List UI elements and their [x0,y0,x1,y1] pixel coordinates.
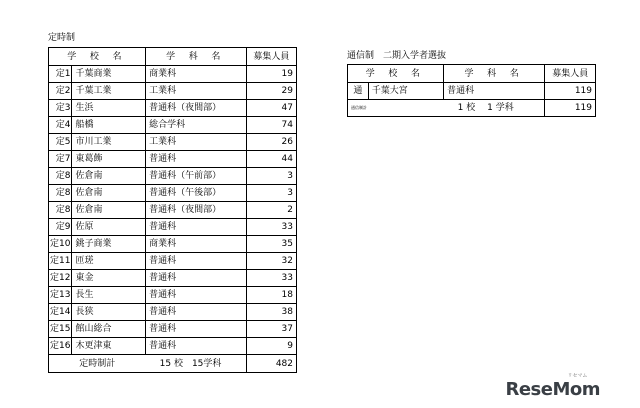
correspondence-table [347,64,596,117]
table-row [49,270,297,287]
row-number: 定2 [49,83,72,100]
department: 総合学科 [146,117,247,134]
school-name: 佐原 [72,219,146,236]
school-name: 長狭 [72,304,146,321]
table-row [49,321,297,338]
table-row [49,202,297,219]
table-row [49,151,297,168]
total-label: 通信制計 [348,100,444,117]
school-name: 銚子商業 [72,236,146,253]
row-number: 定15 [49,321,72,338]
total-quota: 482 [246,355,296,373]
part-time-table [48,47,297,373]
row-number: 定14 [49,304,72,321]
school-name: 東金 [72,270,146,287]
header-dept: 学 科 名 [146,48,247,66]
table-row [49,185,297,202]
row-number: 定3 [49,100,72,117]
quota-value: 19 [246,66,296,83]
table-row [49,253,297,270]
quota-value: 29 [246,83,296,100]
school-name: 市川工業 [72,134,146,151]
total-label: 定時制計 [49,355,146,373]
row-number: 定4 [49,117,72,134]
header-school: 学 校 名 [348,65,444,83]
header-dept: 学 科 名 [444,65,545,83]
department: 普通科 [444,83,545,100]
row-number: 定7 [49,151,72,168]
correspondence-title: 通信制 二期入学者選抜 [347,51,447,61]
row-number: 定12 [49,270,72,287]
table-row [49,338,297,355]
total-row [49,355,297,373]
row-number: 定8 [49,202,72,219]
department: 普通科（夜間部） [146,100,247,117]
quota-value: 33 [246,270,296,287]
school-name: 木更津東 [72,338,146,355]
quota-value: 32 [246,253,296,270]
quota-value: 33 [246,219,296,236]
quota-value: 35 [246,236,296,253]
school-name: 匝瑳 [72,253,146,270]
table-row [49,168,297,185]
row-number: 定5 [49,134,72,151]
table-row [49,219,297,236]
row-number: 定8 [49,168,72,185]
table-row [49,236,297,253]
department: 普通科（午前部） [146,168,247,185]
table-row [49,117,297,134]
department: 普通科（午後部） [146,185,247,202]
row-number: 定9 [49,219,72,236]
resemom-logo: ReseMom リセマム [505,373,600,400]
department: 普通科 [146,219,247,236]
quota-value: 37 [246,321,296,338]
school-name: 佐倉南 [72,202,146,219]
part-time-title: 定時制 [48,33,76,43]
header-quota: 募集人員 [246,48,296,66]
school-name: 館山総合 [72,321,146,338]
department: 普通科 [146,287,247,304]
table-row [49,100,297,117]
department: 普通科（夜間部） [146,202,247,219]
table-row [348,83,596,100]
department: 普通科 [146,253,247,270]
school-name: 千葉工業 [72,83,146,100]
row-number: 定10 [49,236,72,253]
quota-value: 3 [246,185,296,202]
quota-value: 26 [246,134,296,151]
department: 商業科 [146,236,247,253]
school-name: 長生 [72,287,146,304]
school-name: 東葛飾 [72,151,146,168]
table-header-row [49,48,297,66]
header-school: 学 校 名 [49,48,146,66]
quota-value: 74 [246,117,296,134]
row-number: 通 [348,83,369,100]
school-name: 佐倉南 [72,168,146,185]
school-name: 千葉商業 [72,66,146,83]
quota-value: 44 [246,151,296,168]
department: 工業科 [146,134,247,151]
department: 普通科 [146,270,247,287]
quota-value: 2 [246,202,296,219]
quota-value: 47 [246,100,296,117]
department: 普通科 [146,304,247,321]
quota-value: 38 [246,304,296,321]
total-quota: 119 [545,100,596,117]
row-number: 定16 [49,338,72,355]
department: 普通科 [146,321,247,338]
department: 普通科 [146,151,247,168]
table-row [49,134,297,151]
quota-value: 18 [246,287,296,304]
table-header-row [348,65,596,83]
table-row [49,66,297,83]
school-name: 千葉大宮 [368,83,443,100]
row-number: 定8 [49,185,72,202]
row-number: 定1 [49,66,72,83]
department: 工業科 [146,83,247,100]
quota-value: 9 [246,338,296,355]
total-row [348,100,596,117]
quota-value: 3 [246,168,296,185]
department: 商業科 [146,66,247,83]
total-count: 1 校 1 学科 [444,100,545,117]
school-name: 生浜 [72,100,146,117]
table-row [49,83,297,100]
department: 普通科 [146,338,247,355]
row-number: 定11 [49,253,72,270]
school-name: 佐倉南 [72,185,146,202]
table-row [49,287,297,304]
header-quota: 募集人員 [545,65,596,83]
row-number: 定13 [49,287,72,304]
table-row [49,304,297,321]
school-name: 船橋 [72,117,146,134]
total-count: 15 校 15学科 [146,355,247,373]
quota-value: 119 [545,83,596,100]
